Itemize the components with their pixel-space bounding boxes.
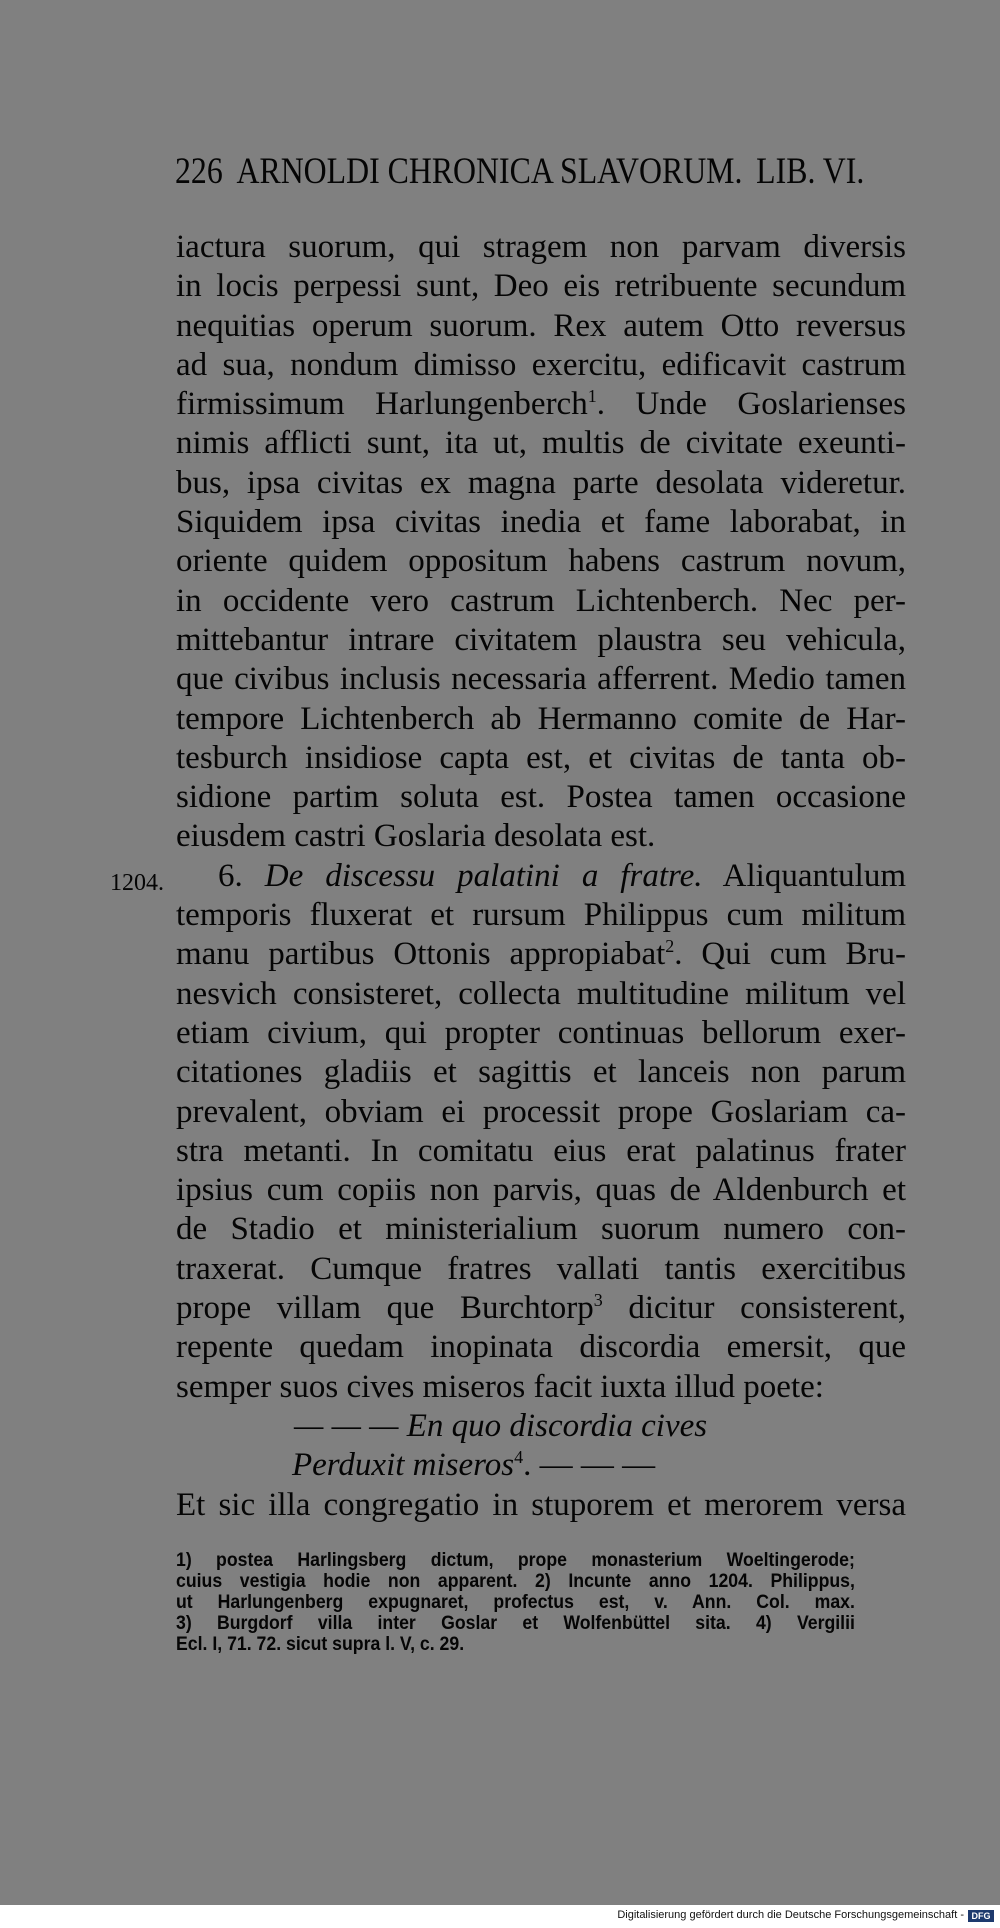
text-line: Siquidem ipsa civitas inedia et fame laborabat, in [176, 504, 906, 541]
text-line: nimis afflicti sunt, ita ut, multis de civitate exeunti- [176, 425, 906, 462]
verse-line [176, 1446, 906, 1485]
book-number: LIB. VI. [756, 151, 865, 192]
footnote-ref: 3 [593, 1290, 603, 1311]
footnote-line: 1) postea Harlingsberg dictum, prope monasterium Woeltingerode; [176, 1550, 855, 1571]
footer-credit: Digitalisierung gefördert durch die Deutsche Forschungsgemeinschaft - [617, 1909, 964, 1921]
footnote-line: Ecl. I, 71. 72. sicut supra l. V, c. 29. [176, 1634, 465, 1655]
chapter-heading: De discessu palatini a fratre. [264, 857, 703, 894]
text-line [176, 385, 906, 424]
text-line: tesburch insidiose capta est, et civitas de tanta ob- [176, 739, 906, 776]
text-line: prevalent, obviam ei processit prope Goslariam ca- [176, 1093, 906, 1130]
footnotes [176, 1550, 906, 1655]
dfg-logo-icon: DFG [968, 1910, 994, 1922]
text-line [176, 1289, 906, 1328]
text-line [176, 935, 906, 974]
running-title: ARNOLDI CHRONICA SLAVORUM. [236, 151, 743, 192]
text-line: semper suos cives miseros facit iuxta illud poete: [176, 1368, 824, 1405]
body-text [176, 228, 906, 1525]
verse-line: — — — En quo discordia cives [294, 1407, 708, 1444]
text-line: stra metanti. In comitatu eius erat palatinus frater [176, 1132, 906, 1169]
text-line: que civibus inclusis necessaria afferrent. Medio tamen [176, 661, 906, 698]
text-line: traxerat. Cumque fratres vallati tantis exercitibus [176, 1250, 906, 1287]
text-line: bus, ipsa civitas ex magna parte desolata videretur. [176, 464, 906, 501]
text-line: citationes gladiis et sagittis et lanceis non parum [176, 1054, 906, 1091]
chapter-heading-line [176, 857, 906, 896]
footer-bar [0, 1905, 1000, 1928]
text-line: repente quedam inopinata discordia emersit, que [176, 1329, 906, 1366]
footnote-line: ut Harlungenberg expugnaret, profectus est, v. Ann. Col. max. [176, 1592, 855, 1613]
text-line: etiam civium, qui propter continuas bellorum exer- [176, 1014, 906, 1051]
footnote-ref: 2 [665, 936, 675, 957]
text-line: sidione partim soluta est. Postea tamen occasione [176, 779, 906, 816]
text-fragment: prope villam que Burchtorp [176, 1290, 594, 1327]
text-line: ad sua, nondum dimisso exercitu, edificavit castrum [176, 346, 906, 383]
margin-year: 1204. [110, 870, 164, 896]
text-line: nequitias operum suorum. Rex autem Otto reversus [176, 307, 906, 344]
footnote-ref: 1 [587, 386, 597, 407]
text-fragment: . Qui cum Bru- [674, 936, 907, 973]
page-number: 226 [175, 151, 223, 192]
text-line: temporis fluxerat et rursum Philippus cum militum [176, 897, 906, 934]
text-line: de Stadio et ministerialium suorum numero con- [176, 1211, 906, 1248]
chapter-number: 6. [218, 857, 243, 894]
text-line: ipsius cum copiis non parvis, quas de Aldenburch et [176, 1172, 906, 1209]
text-fragment: Aliquantulum [722, 857, 906, 894]
footnote-ref: 4 [514, 1447, 524, 1468]
text-line: in occidente vero castrum Lichtenberch. Nec per- [176, 582, 906, 619]
footnote-line: 3) Burgdorf villa inter Goslar et Wolfenbüttel sita. 4) Vergilii [176, 1613, 855, 1634]
text-line: iactura suorum, qui stragem non parvam diversis [176, 229, 906, 265]
text-line: tempore Lichtenberch ab Hermanno comite de Har- [176, 700, 906, 737]
text-fragment: dicitur consisterent, [602, 1290, 906, 1327]
verse-fragment: . — — — [523, 1447, 656, 1484]
text-line: eiusdem castri Goslaria desolata est. [176, 818, 656, 855]
running-head [175, 150, 865, 193]
verse-fragment: Perduxit miseros [292, 1447, 515, 1484]
text-fragment: . Unde Goslarienses [596, 386, 906, 423]
text-line: in locis perpessi sunt, Deo eis retribuente secundum [176, 268, 906, 305]
text-line: oriente quidem oppositum habens castrum novum, [176, 543, 906, 580]
text-line: nesvich consisteret, collecta multitudine militum vel [176, 975, 906, 1012]
text-fragment: firmissimum Harlungenberch [176, 386, 588, 423]
text-line: Et sic illa congregatio in stuporem et merorem versa [176, 1486, 906, 1523]
text-line: mittebantur intrare civitatem plaustra seu vehicula, [176, 621, 906, 658]
footnote-line: cuius vestigia hodie non apparent. 2) Incunte anno 1204. Philippus, [176, 1571, 855, 1592]
text-fragment: manu partibus Ottonis appropiabat [176, 936, 666, 973]
